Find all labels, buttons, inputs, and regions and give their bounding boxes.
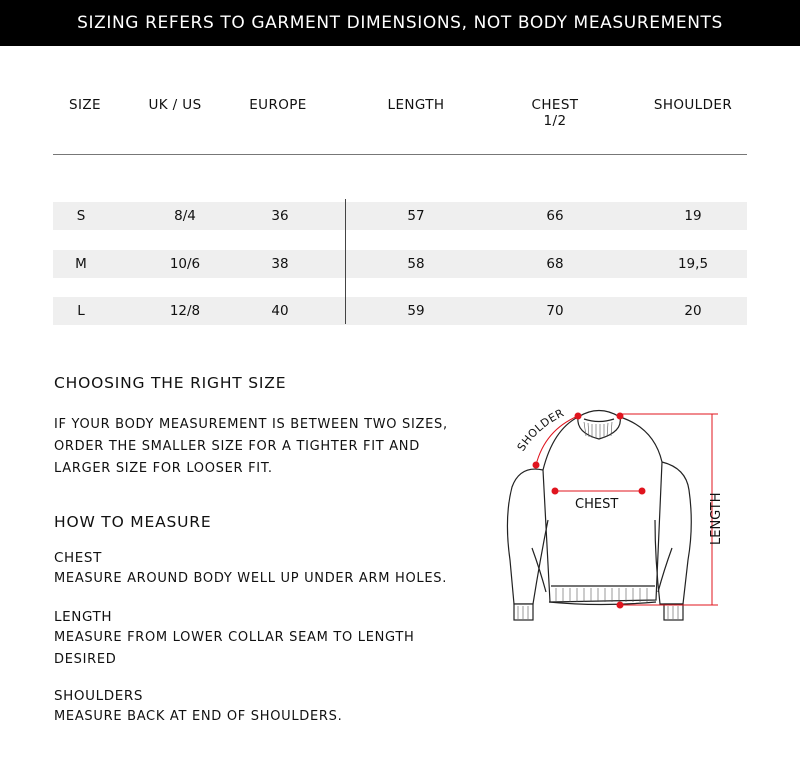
cell-size: M xyxy=(75,256,87,272)
cell-shoulder: 19 xyxy=(684,208,702,224)
cell-length: 59 xyxy=(407,303,425,319)
header-chest: CHEST 1/2 xyxy=(531,97,579,129)
cell-uk-us: 8/4 xyxy=(174,208,196,224)
table-row xyxy=(53,250,747,278)
sweater-outline xyxy=(507,411,691,621)
shoulders-label: SHOULDERS xyxy=(54,688,144,704)
header-uk-us: UK / US xyxy=(148,97,202,113)
header-length: LENGTH xyxy=(387,97,445,113)
cell-chest: 70 xyxy=(546,303,564,319)
choosing-line: ORDER THE SMALLER SIZE FOR A TIGHTER FIT AND xyxy=(54,439,420,454)
header-divider xyxy=(53,154,747,155)
how-title: HOW TO MEASURE xyxy=(54,513,212,531)
choosing-line: LARGER SIZE FOR LOOSER FIT. xyxy=(54,461,273,476)
cell-shoulder: 20 xyxy=(684,303,702,319)
cell-europe: 36 xyxy=(271,208,289,224)
length-label: LENGTH xyxy=(54,609,113,625)
cell-shoulder: 19,5 xyxy=(677,256,709,272)
cell-uk-us: 12/8 xyxy=(169,303,201,319)
shoulder-label: SHOLDER xyxy=(514,406,567,454)
length-text: DESIRED xyxy=(54,652,117,667)
cell-length: 57 xyxy=(407,208,425,224)
table-row xyxy=(53,297,747,325)
header-size: SIZE xyxy=(69,97,101,113)
banner-text: SIZING REFERS TO GARMENT DIMENSIONS, NOT BODY MEASUREMENTS xyxy=(77,13,723,33)
column-divider xyxy=(345,199,346,324)
cell-chest: 68 xyxy=(546,256,564,272)
cell-europe: 38 xyxy=(271,256,289,272)
cell-chest: 66 xyxy=(546,208,564,224)
table-row xyxy=(53,202,747,230)
cell-length: 58 xyxy=(407,256,425,272)
chest-text: MEASURE AROUND BODY WELL UP UNDER ARM HOLES. xyxy=(54,571,448,586)
cell-size: S xyxy=(76,208,86,224)
choosing-line: IF YOUR BODY MEASUREMENT IS BETWEEN TWO SIZES, xyxy=(54,417,448,432)
banner xyxy=(0,0,800,46)
cell-size: L xyxy=(77,303,85,319)
header-shoulder: SHOULDER xyxy=(653,97,733,113)
length-text: MEASURE FROM LOWER COLLAR SEAM TO LENGTH xyxy=(54,630,415,645)
chest-label: CHEST xyxy=(54,550,102,566)
cell-europe: 40 xyxy=(271,303,289,319)
header-europe: EUROPE xyxy=(249,97,307,113)
sweater-measure-diagram xyxy=(470,395,730,645)
cell-uk-us: 10/6 xyxy=(169,256,201,272)
choosing-title: CHOOSING THE RIGHT SIZE xyxy=(54,374,287,392)
shoulders-text: MEASURE BACK AT END OF SHOULDERS. xyxy=(54,709,343,724)
length-diagram-label: LENGTH xyxy=(709,492,724,545)
chest-diagram-label: CHEST xyxy=(575,497,619,512)
